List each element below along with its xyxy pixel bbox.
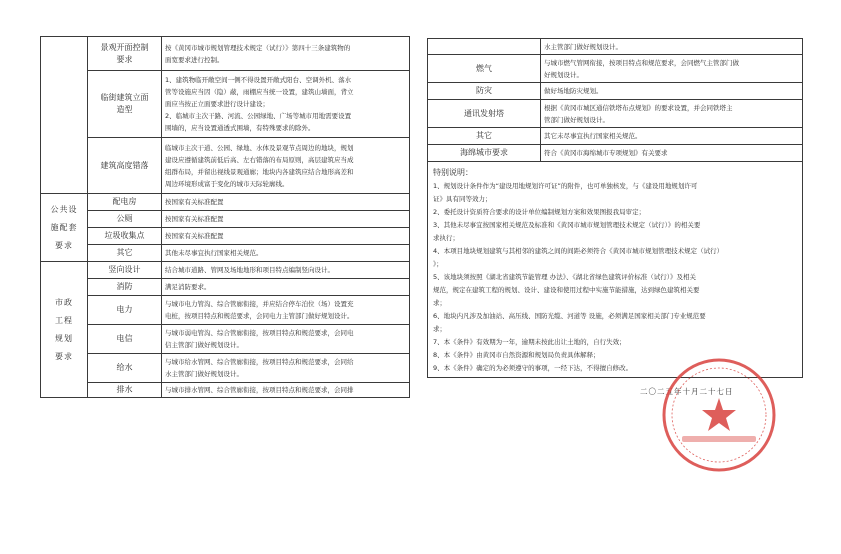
note-line: 6、地块内凡涉及加油站、高压线、国防光缆、河道等 设施，必须满足国家相关部门专业规范要 bbox=[433, 312, 706, 320]
item-cell: 排水 bbox=[88, 383, 162, 398]
note-line: 求执行； bbox=[433, 234, 459, 242]
note-line: 》； bbox=[433, 260, 443, 268]
content-cell: 临城市主次干道、公园、绿地、水体及景观节点周边的地块，规划 建设应遵循建筑前低后高、左右错落的布局原则，高层建筑应当成 组群布局，并留出视线景观通廊；地块内各建筑应结合地形高差和 周边环境形成富于变化的城市天际轮廓线。 bbox=[162, 138, 410, 194]
category-cell-public-facilities: 公共设 施配套 要求 bbox=[41, 194, 88, 262]
category-cell-architecture bbox=[41, 37, 88, 194]
special-notes-cell bbox=[428, 162, 803, 378]
table-row bbox=[41, 325, 410, 354]
note-line: 1、规划设计条件作为“建设用地规划许可证”的附件，也可单独核发，与《建设用地规划许可 bbox=[433, 182, 698, 190]
note-line: 4、本项目地块规划建筑与其相邻的建筑之间的间距必须符合《黄冈市城市规划管理技术规定（试行） bbox=[433, 247, 724, 255]
content-cell: 与城市排水管网、综合管廊衔接，按项目特点和规范要求，会同排 bbox=[162, 383, 410, 398]
table-row bbox=[428, 162, 803, 378]
item-cell: 电信 bbox=[88, 325, 162, 354]
item-cell: 给水 bbox=[88, 354, 162, 383]
item-cell: 消防 bbox=[88, 279, 162, 296]
item-cell: 竖向设计 bbox=[88, 262, 162, 279]
table-row bbox=[41, 194, 410, 211]
content-cell: 按《黄冈市城市规划管理技术规定（试行）》第四十三条建筑物的 面宽要求进行控制。 bbox=[162, 37, 410, 71]
content-cell: 其它未尽事宜执行国家相关规范。 bbox=[541, 128, 803, 145]
seal-inner-ring bbox=[672, 368, 766, 462]
item-cell: 建筑高度错落 bbox=[88, 138, 162, 194]
content-cell: 按国家有关标准配置 bbox=[162, 211, 410, 228]
issue-date: 二〇二五年十月二十七日 bbox=[640, 387, 734, 396]
content-cell: 1、建筑物临开敞空间一侧不得设置开敞式阳台、空调外机、落水 管等设施应当因（隐）蔽，雨棚应当统一设置，建筑山墙面，背立 面应当按正立面要求进行设计建设； 2、临城市主次干路、河流、公园绿地、广场等城市用地需要设置 围墙的，应当设置通透式围墙，有特殊要求的除外。 bbox=[162, 71, 410, 138]
notes-list bbox=[433, 180, 797, 375]
note-line: 规范，规定在建筑工程的规划、设计、建设和使用过程中实施节能措施，达到绿色建筑相关要 bbox=[433, 286, 700, 294]
item-cell: 垃圾收集点 bbox=[88, 228, 162, 245]
note-line: 求； bbox=[433, 299, 446, 307]
table-row bbox=[41, 71, 410, 138]
category-cell-municipal-engineering: 市政 工程 规划 要求 bbox=[41, 262, 88, 398]
item-cell: 配电房 bbox=[88, 194, 162, 211]
content-cell: 与城市燃气管网衔接，按项目特点和规范要求，会同燃气主管部门做 好规划设计。 bbox=[541, 55, 803, 83]
content-cell: 水主管部门做好规划设计。 bbox=[541, 39, 803, 55]
table-row bbox=[41, 296, 410, 325]
table-row bbox=[41, 138, 410, 194]
content-cell: 根据《黄冈市城区通信铁塔布点规划》的要求设置，并会同铁塔主 管部门做好规划设计。 bbox=[541, 100, 803, 128]
note-line: 证》具有同等效力； bbox=[433, 195, 492, 203]
note-line: 7、本《条件》有效期为一年，逾期未按此出让土地的，自行失效； bbox=[433, 338, 626, 346]
table-row bbox=[428, 128, 803, 145]
item-cell: 通讯发射塔 bbox=[428, 100, 541, 128]
content-cell: 做好场地防灾规划。 bbox=[541, 83, 803, 100]
content-cell: 满足消防要求。 bbox=[162, 279, 410, 296]
item-cell: 公厕 bbox=[88, 211, 162, 228]
table-row bbox=[41, 279, 410, 296]
table-row bbox=[428, 39, 803, 55]
content-cell: 与城市给水管网、综合管廊衔接，按项目特点和规范要求，会同给 水主管部门做好规划设计。 bbox=[162, 354, 410, 383]
table-row bbox=[41, 262, 410, 279]
content-cell: 按国家有关标准配置 bbox=[162, 194, 410, 211]
right-conditions-table bbox=[427, 38, 803, 378]
table-row bbox=[41, 37, 410, 71]
item-cell: 燃气 bbox=[428, 55, 541, 83]
left-conditions-table bbox=[40, 36, 410, 398]
note-line: 2、委托设计资质符合要求的设计单位编制规划方案和效果图报我局审定； bbox=[433, 208, 646, 216]
table-row bbox=[41, 228, 410, 245]
item-cell: 景观开面控制 要求 bbox=[88, 37, 162, 71]
note-line: 5、该地块须按照《湖北省建筑节能管理 办法》、《湖北省绿色建筑评价标准（试行）》及相关 bbox=[433, 273, 696, 281]
table-row bbox=[428, 55, 803, 83]
seal-text-band bbox=[682, 436, 756, 442]
item-cell: 其它 bbox=[88, 245, 162, 262]
content-cell: 结合城市道路、管网及场地地形和项目特点编制竖向设计。 bbox=[162, 262, 410, 279]
content-cell: 按国家有关标准配置 bbox=[162, 228, 410, 245]
table-row bbox=[428, 145, 803, 162]
content-cell: 与城市弱电管沟、综合管廊衔接，按项目特点和规范要求，会同电 信主管部门做好规划设计。 bbox=[162, 325, 410, 354]
table-row bbox=[428, 100, 803, 128]
item-cell bbox=[428, 39, 541, 55]
note-line: 求； bbox=[433, 325, 446, 333]
item-cell: 海绵城市要求 bbox=[428, 145, 541, 162]
table-row bbox=[41, 383, 410, 398]
table-row bbox=[41, 354, 410, 383]
notes-title: 特别说明： bbox=[433, 168, 473, 177]
item-cell: 防灾 bbox=[428, 83, 541, 100]
table-row bbox=[41, 211, 410, 228]
content-cell: 与城市电力管沟、综合管廊衔接，并应结合停车泊位（场）设置充 电桩，按项目特点和规范要求，会同电力主管部门做好规划设计。 bbox=[162, 296, 410, 325]
note-line: 3、其他未尽事宜按国家相关规范及标准和《黄冈市城市规划管理技术规定（试行）》的相关要 bbox=[433, 221, 701, 229]
table-row bbox=[41, 245, 410, 262]
item-cell: 其它 bbox=[428, 128, 541, 145]
item-cell: 电力 bbox=[88, 296, 162, 325]
seal-star-icon bbox=[702, 398, 736, 431]
note-line: 8、本《条件》由黄冈市自然资源和规划局负责具体解释； bbox=[433, 351, 600, 359]
note-line: 9、本《条件》确定的为必须遵守的事项，一经下达，不得擅自修改。 bbox=[433, 364, 633, 372]
content-cell: 符合《黄冈市海绵城市专项规划》有关要求 bbox=[541, 145, 803, 162]
content-cell: 其他未尽事宜执行国家相关规范。 bbox=[162, 245, 410, 262]
item-cell: 临街建筑立面 造型 bbox=[88, 71, 162, 138]
table-row bbox=[428, 83, 803, 100]
